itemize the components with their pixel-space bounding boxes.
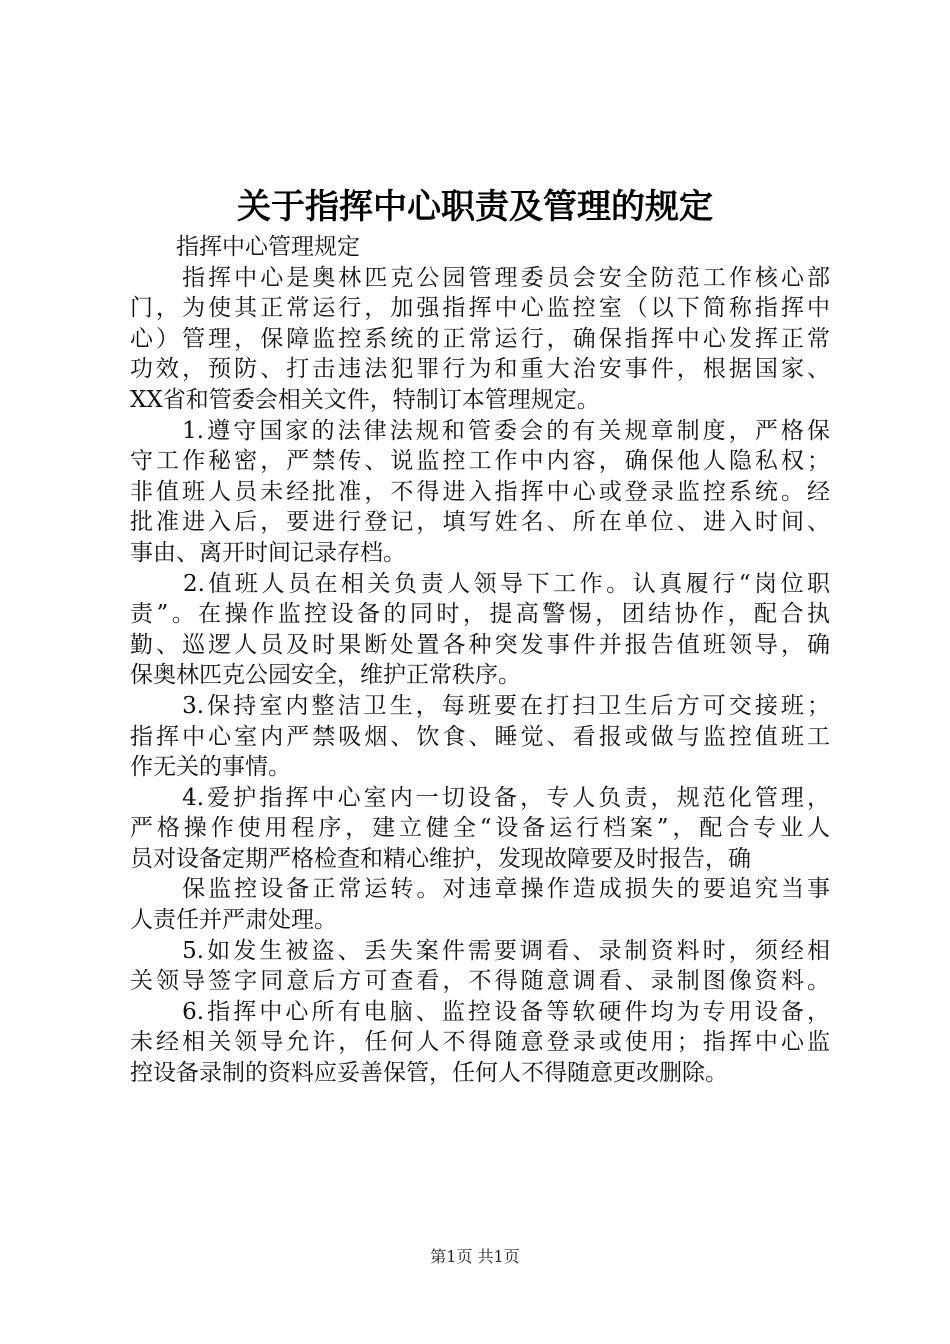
- body-line: 人责任并严肃处理。: [130, 907, 337, 934]
- body-line: 保监控设备正常运转。对违章操作造成损失的要追究当事: [130, 876, 830, 903]
- body-line: 功效，预防、打击违法犯罪行为和重大治安事件，根据国家、: [130, 356, 830, 383]
- body-line: 4.爱护指挥中心室内一切设备，专人负责，规范化管理，: [130, 784, 830, 811]
- body-line: XX省和管委会相关文件，特制订本管理规定。: [130, 386, 600, 413]
- page-footer: 第1页 共1页: [430, 1247, 520, 1266]
- body-line: 控设备录制的资料应妥善保管，任何人不得随意更改删除。: [130, 1060, 728, 1087]
- body-line: 保奥林匹克公园安全，维护正常秩序。: [130, 662, 521, 689]
- body-line: 1.遵守国家的法律法规和管委会的有关规章制度，严格保: [130, 417, 830, 444]
- body-line: 指挥中心室内严禁吸烟、饮食、睡觉、看报或做与监控值班工: [130, 723, 830, 750]
- body-line: 作无关的事情。: [130, 754, 291, 781]
- body-line: 勤、巡逻人员及时果断处置各种突发事件并报告值班领导，确: [130, 631, 830, 658]
- body-line: 6.指挥中心所有电脑、监控设备等软硬件均为专用设备，: [130, 998, 830, 1025]
- body-line: 门，为使其正常运行，加强指挥中心监控室（以下简称指挥中: [130, 295, 830, 322]
- body-line: 指挥中心是奥林匹克公园管理委员会安全防范工作核心部: [130, 264, 830, 291]
- body-line: 心）管理，保障监控系统的正常运行，确保指挥中心发挥正常: [130, 325, 830, 352]
- body-line: 2.值班人员在相关负责人领导下工作。认真履行“岗位职: [130, 570, 830, 597]
- body-line: 指挥中心管理规定: [130, 234, 360, 260]
- body-line: 责”。在操作监控设备的同时，提高警惕，团结协作，配合执: [130, 601, 830, 628]
- body-line: 员对设备定期严格检查和精心维护，发现故障要及时报告，确: [130, 845, 751, 872]
- document-title: 关于指挥中心职责及管理的规定: [237, 187, 713, 227]
- body-line: 批准进入后，要进行登记，填写姓名、所在单位、进入时间、: [130, 509, 830, 536]
- body-line: 严格操作使用程序，建立健全“设备运行档案”，配合专业人: [130, 815, 830, 842]
- body-line: 5.如发生被盗、丢失案件需要调看、录制资料时，须经相: [130, 937, 830, 964]
- body-line: 3.保持室内整洁卫生，每班要在打扫卫生后方可交接班；: [130, 692, 830, 719]
- body-line: 非值班人员未经批准，不得进入指挥中心或登录监控系统。经: [130, 478, 830, 505]
- body-line: 事由、离开时间记录存档。: [130, 539, 406, 566]
- document-body: [130, 232, 830, 1089]
- body-line: 关领导签字同意后方可查看，不得随意调看、录制图像资料。: [130, 968, 830, 995]
- body-line: 未经相关领导允许，任何人不得随意登录或使用；指挥中心监: [130, 1029, 830, 1056]
- body-line: 守工作秘密，严禁传、说监控工作中内容，确保他人隐私权；: [130, 448, 830, 475]
